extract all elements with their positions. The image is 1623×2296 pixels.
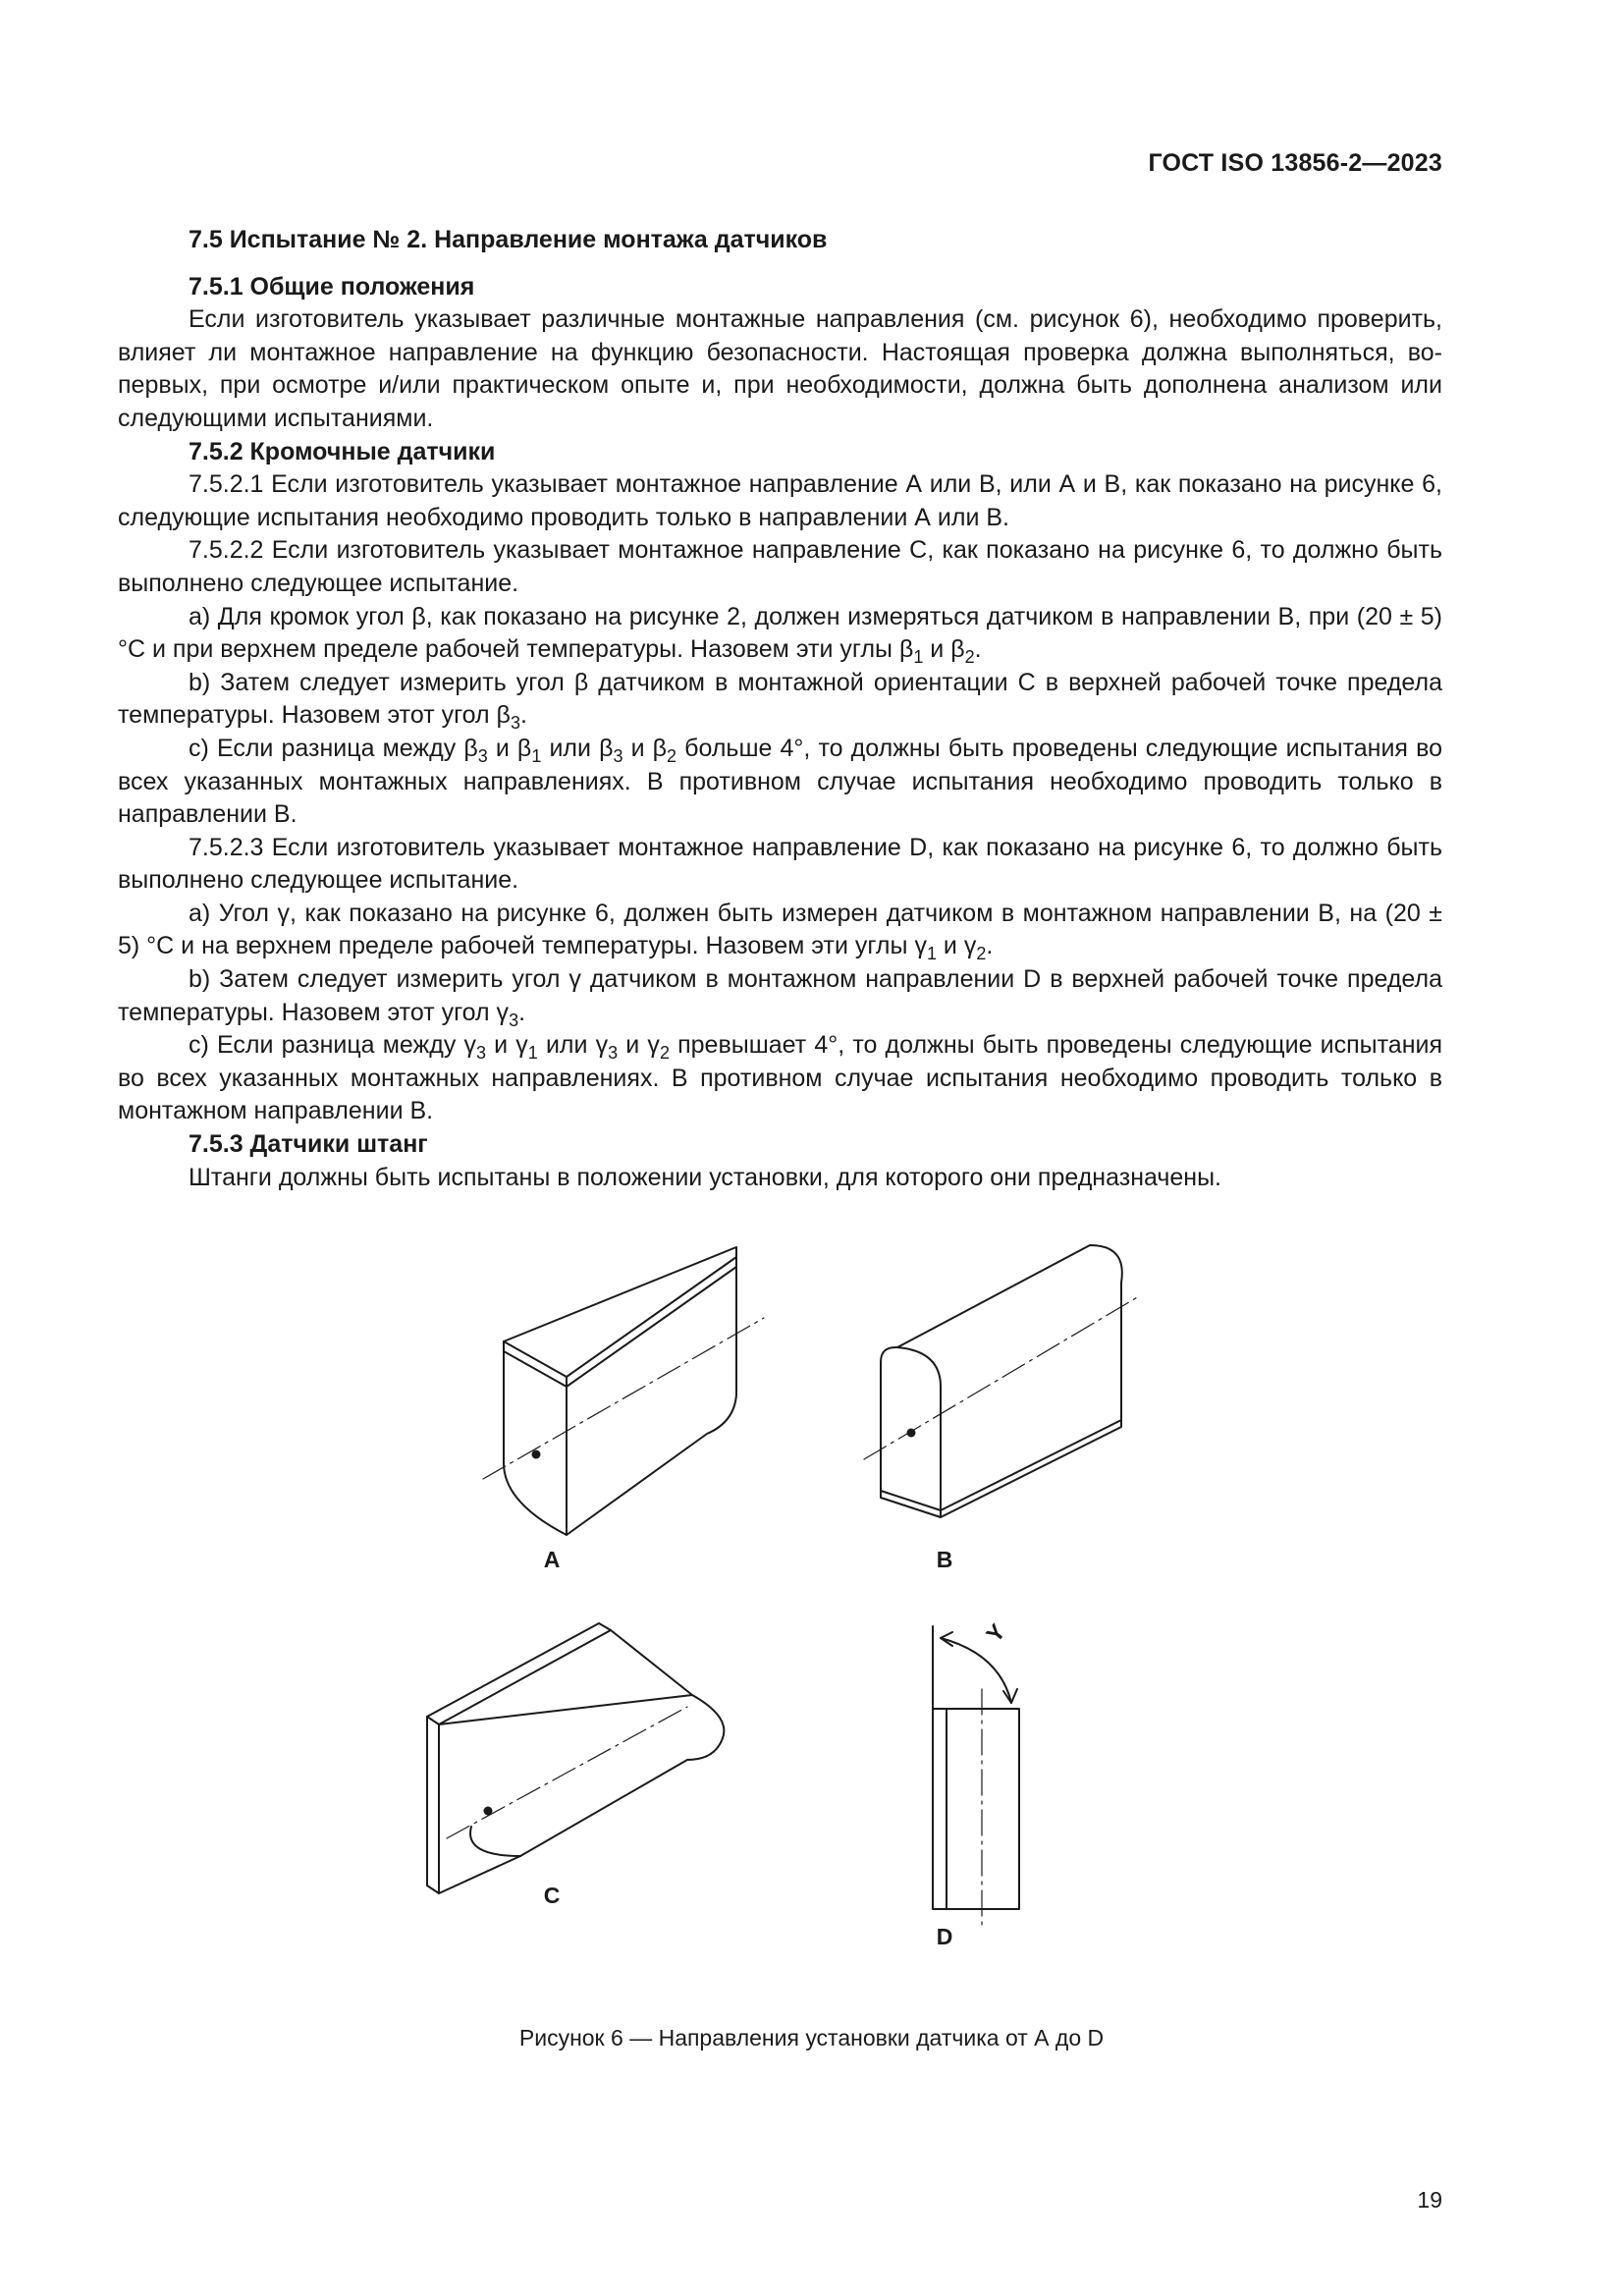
paragraph-7-5-2-2-c: с) Если разница между $\beta_3$ и $\beta_1$ или $\beta_3$ и $\beta_2$ больше 4°, то должны быть проведены следующие испытания во всех указанных монтажных направлениях. В противном случае испытания необходимо проводить только в направлении В.	[118, 734, 1442, 829]
section-7-5-1-title: 7.5.1 Общие положения	[189, 272, 475, 301]
sensor-c-drawing	[427, 1623, 724, 1893]
paragraph-7-5-2-3: 7.5.2.3 Если изготовитель указывает монтажное направление D, как показано на рисунке 6, то должно быть выполнено следующее испытание.	[118, 833, 1442, 895]
label-b: B	[936, 1547, 953, 1572]
paragraph-7-5-2-3-a: а) Угол γ, как показано на рисунке 6, должен быть измерен датчиком в монтажном направлении В, на (20 ± 5) °С и на верхнем пределе рабочей температуры. Назовем эти углы $\gamma_1$ и $\gamma_2$.	[118, 899, 1442, 964]
figure-caption: Рисунок 6 — Направления установки датчика от А до D	[518, 2025, 1105, 2050]
paragraph-7-5-2-1: 7.5.2.1 Если изготовитель указывает монтажное направление А или В, или А и В, как показано на рисунке 6, следующие испытания необходимо проводить только в направлении А или В.	[118, 470, 1442, 531]
label-c: C	[543, 1883, 561, 1908]
paragraph-7-5-2-3-b: b) Затем следует измерить угол γ датчиком в монтажном направлении D в верхней рабочей точке предела температуры. Назовем этот угол $\gamma_3$.	[118, 965, 1442, 1030]
section-7-5-title: 7.5 Испытание № 2. Направление монтажа датчиков	[189, 226, 828, 253]
document-header: ГОСТ ISO 13856-2—2023	[1148, 149, 1442, 177]
paragraph-7-5-2-2: 7.5.2.2 Если изготовитель указывает монтажное направление С, как показано на рисунке 6, то должно быть выполнено следующее испытание.	[118, 536, 1442, 597]
sensor-b-drawing	[864, 1245, 1139, 1517]
paragraph-7-5-2-2-a: а) Для кромок угол β, как показано на рисунке 2, должен измеряться датчиком в направлении В, при (20 ± 5) °С и при верхнем пределе рабочей температуры. Назовем эти углы $\beta_1$ и $\beta_2$.	[118, 602, 1442, 668]
sensor-a-drawing	[483, 1247, 764, 1535]
label-a: A	[543, 1547, 561, 1572]
page-number: 19	[1417, 2187, 1442, 2213]
paragraph-7-5-2-2-b: b) Затем следует измерить угол β датчиком в монтажной ориентации С в верхней рабочей точке предела температуры. Назовем этот угол $\beta_3$.	[118, 668, 1442, 734]
paragraph-7-5-2-3-c: с) Если разница между $\gamma_3$ и $\gamma_1$ или $\gamma_3$ и $\gamma_2$ превышает 4°, то должны быть проведены следующие испытания во всех указанных монтажных направлениях. В противном случае испытания необходимо проводить только в монтажном направлении В.	[118, 1031, 1442, 1125]
label-d: D	[936, 1924, 953, 1949]
paragraph-7-5-1: Если изготовитель указывает различные монтажные направления (см. рисунок 6), необходимо проверить, влияет ли монтажное направление на функцию безопасности. Настоящая проверка должна выполняться, во-первых, при осмотре и/или практическом опыте и, при необходимости, должна быть дополнена анализом или следующими испытаниями.	[118, 305, 1442, 432]
label-gamma: Y	[980, 1618, 1010, 1648]
sensor-d-drawing	[933, 1626, 1019, 1925]
section-7-5-2-title: 7.5.2 Кромочные датчики	[189, 437, 496, 465]
section-7-5-3-title: 7.5.3 Датчики штанг	[189, 1130, 428, 1159]
paragraph-7-5-3: Штанги должны быть испытаны в положении установки, для которого они предназначены.	[189, 1163, 1222, 1191]
